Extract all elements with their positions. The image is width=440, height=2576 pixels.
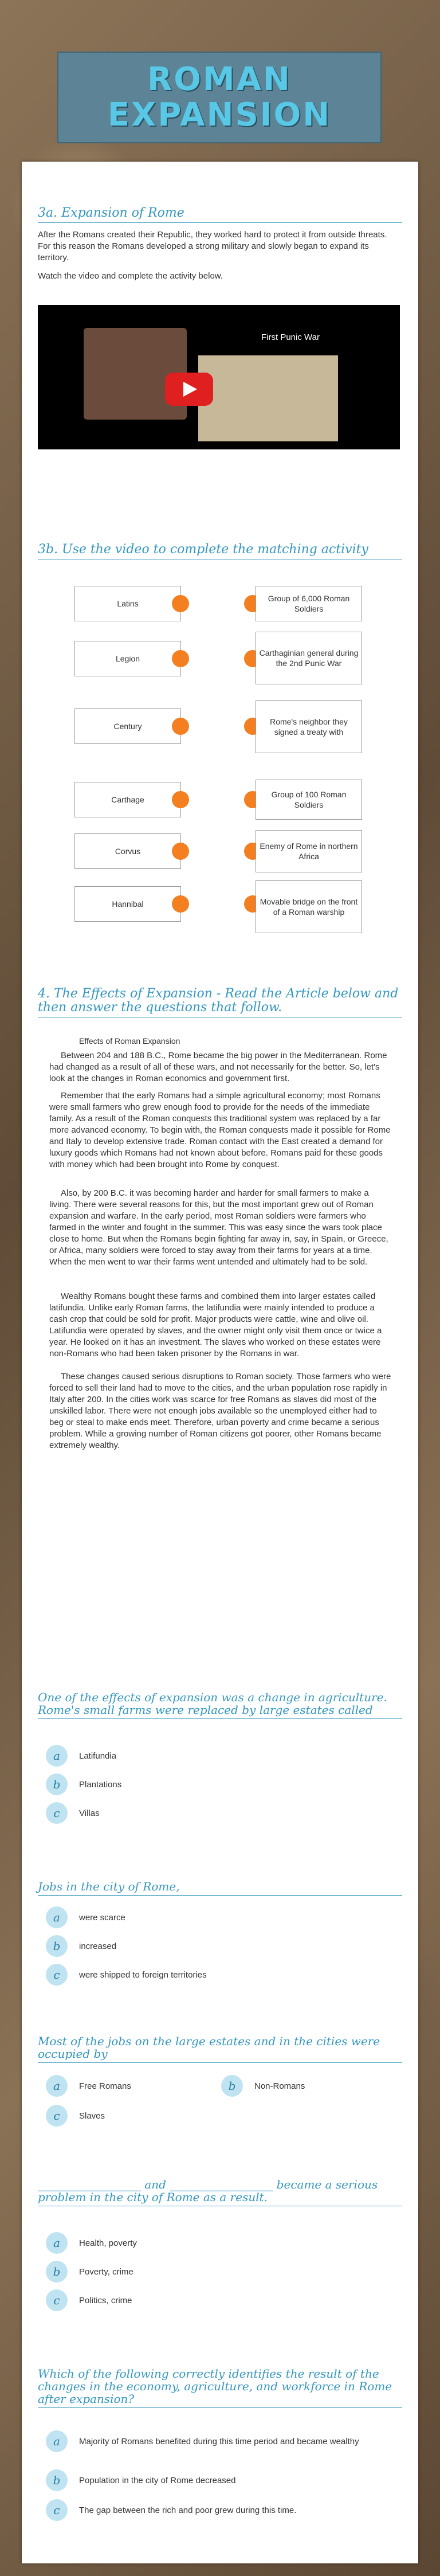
option-badge: a (46, 2075, 68, 2097)
match-left-century[interactable]: Century (74, 708, 181, 744)
option-badge: b (46, 2469, 68, 2491)
question-1-title: One of the effects of expansion was a change in agriculture. Rome's small farms were replaced by large estates called (38, 1691, 402, 1719)
option-label: Free Romans (79, 2081, 131, 2091)
option-label: Poverty, crime (79, 2266, 133, 2277)
option-label: Villas (79, 1808, 100, 1818)
option-label: were scarce (79, 1912, 125, 1923)
video-ship-image (198, 355, 338, 441)
lesson-page (22, 162, 418, 2563)
option-badge: c (46, 2499, 68, 2521)
match-right-3[interactable]: Rome's neighbor they signed a treaty with (256, 700, 362, 753)
option-badge: c (46, 2105, 68, 2127)
match-right-4[interactable]: Group of 100 Roman Soldiers (256, 780, 362, 820)
question-4-option-c[interactable] (46, 2289, 132, 2311)
question-2-option-c[interactable] (46, 1964, 207, 1986)
match-left-dot-3[interactable] (172, 718, 189, 735)
section-3b-title: 3b. Use the video to complete the matching activity (38, 543, 402, 559)
match-left-dot-4[interactable] (172, 791, 189, 808)
article-paragraph: Also, by 200 B.C. it was becoming harder and harder for small farmers to make a living. There were several reasons for this, but the most important grew out of Roman expansion and warfare. In the early period, most Roman soldiers were farmers who farmed in the winter and fought in the summer. This was easy since the wars took place close to home. But when the Romans begin fighting far away in, say, in Spain, or Greece, or Africa, many soldiers were forced to stay away from their farms for years at a time. When the men went to war their farms went untended and ultimately had to be sold. (49, 1188, 388, 1267)
question-3-option-c[interactable] (46, 2105, 105, 2127)
question-5-option-c[interactable] (46, 2499, 296, 2521)
option-badge: b (221, 2075, 243, 2097)
match-right-2[interactable]: Carthaginian general during the 2nd Punic War (256, 632, 362, 684)
option-label: Slaves (79, 2111, 105, 2121)
question-4-option-b[interactable] (46, 2261, 133, 2283)
article-paragraph: Wealthy Romans bought these farms and combined them into larger estates called latifundia. Unlike early Roman farms, the latifundia were mainly intended to produce a cash crop that could be sold for profit. Major products were cattle, wine and olive oil. Latifundia were operated by slaves, and the owner might only visit them once or twice a year. He looked on it has an investment. The slaves who worked on these estates were non-Romans who had been taken prisoner by the Romans in war. (49, 1291, 382, 1359)
option-label: The gap between the rich and poor grew during this time. (79, 2505, 297, 2515)
option-label: Health, poverty (79, 2238, 137, 2248)
option-label: Non-Romans (254, 2081, 305, 2091)
option-badge: a (46, 2232, 68, 2254)
question-5-option-b[interactable] (46, 2469, 236, 2491)
match-left-latins[interactable]: Latins (74, 586, 181, 621)
article-paragraph: Between 204 and 188 B.C., Rome became the big power in the Mediterranean. Rome had changed as a result of all of these wars, and not necessarily for the better. So, let's look at the changes in Roman economics and government first. (49, 1051, 387, 1083)
question-4-option-a[interactable] (46, 2232, 137, 2254)
option-label: Population in the city of Rome decreased (79, 2475, 236, 2485)
question-3-title: Most of the jobs on the large estates and in the cities were occupied by (38, 2035, 402, 2063)
option-badge: c (46, 2289, 68, 2311)
page-title (108, 62, 331, 133)
match-right-5[interactable]: Enemy of Rome in northern Africa (256, 830, 362, 872)
article-paragraph: Remember that the early Romans had a simple agricultural economy; most Romans were small farmers who grew enough food to provide for the needs of the immediate family. As a result of the Roman conquests this traditional system was replaced by a far more advanced economy. To begin with, the Roman conquests made it possible for Rome and Italy to develop extensive trade. Roman contact with the East created a demand for luxury goods which Romans had not known about before. Romans paid for these goods with money which had been brought into Rome by conquest. (49, 1091, 391, 1169)
question-3-option-b[interactable] (221, 2075, 305, 2097)
question-2-option-b[interactable] (46, 1935, 116, 1957)
match-left-legion[interactable]: Legion (74, 641, 181, 676)
option-badge: a (46, 1745, 68, 1767)
match-left-hannibal[interactable]: Hannibal (74, 886, 181, 922)
question-1-option-c[interactable] (46, 1802, 100, 1824)
question-5-title: Which of the following correctly identifies the result of the changes in the economy, agriculture, and workforce in Rome after expansion? (38, 2367, 402, 2408)
option-badge: c (46, 1802, 68, 1824)
option-badge: b (46, 1935, 68, 1957)
article-title: Effects of Roman Expansion (79, 1036, 180, 1046)
article-paragraph: These changes caused serious disruptions to Roman society. Those farmers who were forced to sell their land had to move to the cities, and the urban population rose rapidly in Italy after 200. In the cities work was scarce for free Romans as slaves did most of the unskilled labor. There were not enough jobs available so the unemployed either had to beg or steal to make ends meet. Therefore, urban poverty and crime became a serious problem. While a growing number of Roman citizens got poorer, other Romans became extremely wealthy. (49, 1372, 391, 1450)
title-line-1: ROMAN (147, 61, 292, 98)
match-left-corvus[interactable]: Corvus (74, 833, 181, 869)
question-3-option-a[interactable] (46, 2075, 131, 2097)
play-icon[interactable] (165, 373, 213, 406)
option-label: were shipped to foreign territories (79, 1970, 207, 1980)
video-player[interactable] (38, 305, 400, 449)
question-2-title: Jobs in the city of Rome, (38, 1880, 402, 1896)
section-4-title: 4. The Effects of Expansion - Read the Article below and then answer the questions that follow. (38, 987, 402, 1017)
match-right-6[interactable]: Movable bridge on the front of a Roman warship (256, 880, 362, 933)
option-badge: a (46, 1906, 68, 1928)
match-left-dot-1[interactable] (172, 595, 189, 612)
option-label: increased (79, 1941, 117, 1951)
question-2-option-a[interactable] (46, 1906, 125, 1928)
match-right-1[interactable]: Group of 6,000 Roman Soldiers (256, 586, 362, 621)
option-badge: c (46, 1964, 68, 1986)
title-line-2: EXPANSION (107, 96, 332, 134)
question-4-title: __________________ and __________________ became a serious problem in the city of Rome as a result. (38, 2178, 402, 2206)
question-5-option-a[interactable] (46, 2430, 401, 2452)
page-header (57, 52, 382, 143)
option-label: Politics, crime (79, 2295, 132, 2305)
section-3a-instruction: Watch the video and complete the activity below. (38, 271, 223, 281)
match-left-dot-2[interactable] (172, 650, 189, 667)
question-1-option-b[interactable] (46, 1774, 121, 1795)
video-label: First Punic War (261, 332, 320, 342)
option-badge: b (46, 2261, 68, 2283)
option-badge: a (46, 2430, 68, 2452)
section-3a-intro: After the Romans created their Republic, they worked hard to protect it from outside threats. For this reason the Romans developed a strong military and slowly began to expand its territory. (38, 230, 387, 263)
option-label: Latifundia (79, 1751, 117, 1761)
option-badge: b (46, 1774, 68, 1795)
question-1-option-a[interactable] (46, 1745, 116, 1767)
section-3a-title: 3a. Expansion of Rome (38, 206, 402, 223)
match-left-dot-6[interactable] (172, 895, 189, 913)
match-left-dot-5[interactable] (172, 843, 189, 860)
match-left-carthage[interactable]: Carthage (74, 782, 181, 817)
option-label: Majority of Romans benefited during this time period and became wealthy (79, 2436, 359, 2446)
option-label: Plantations (79, 1779, 122, 1790)
